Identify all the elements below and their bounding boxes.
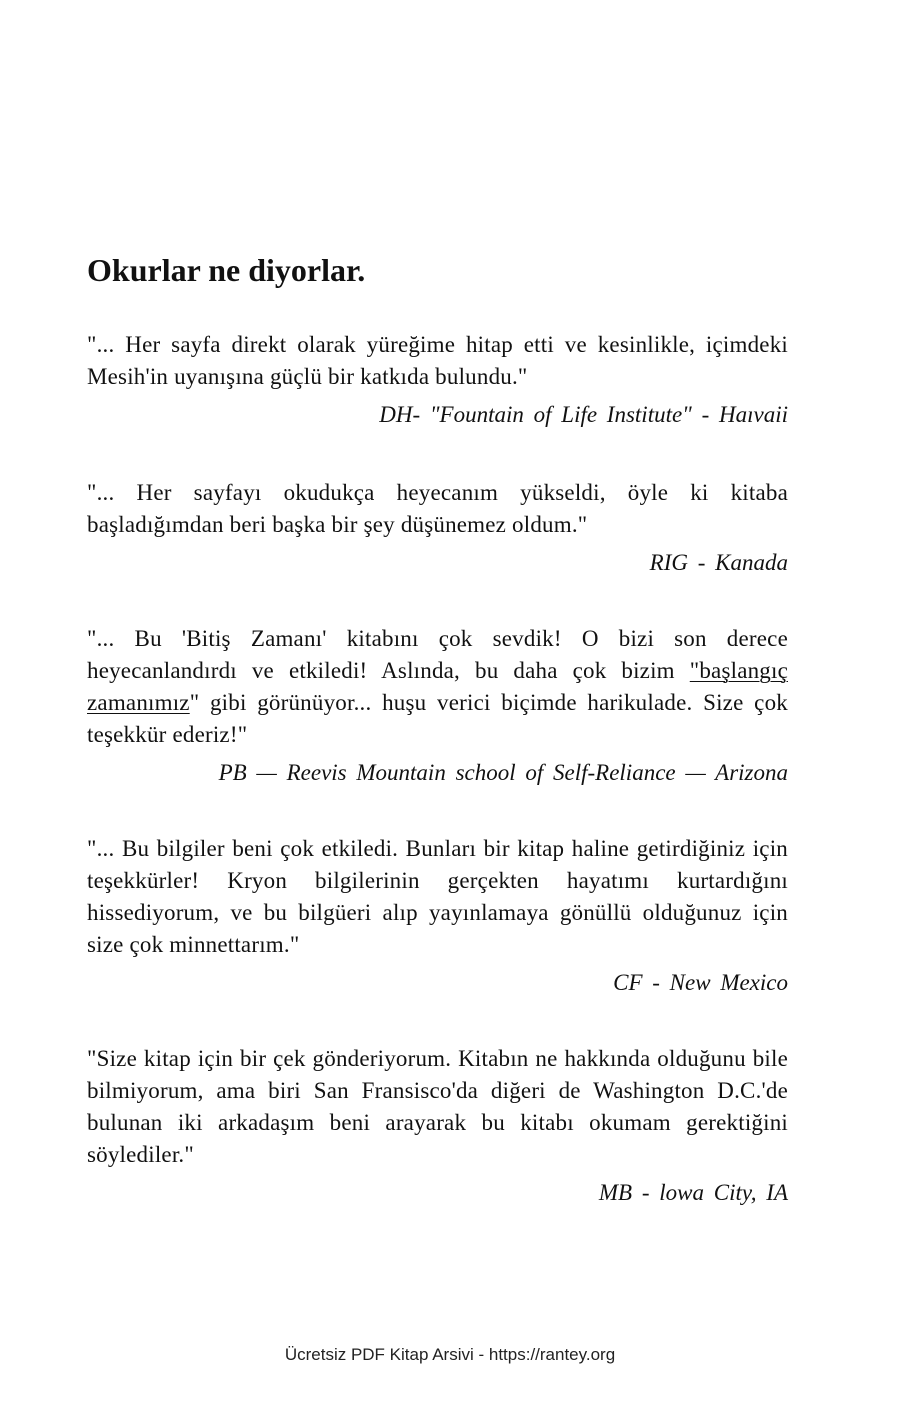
page-title: Okurlar ne diyorlar. <box>87 252 366 288</box>
testimonial-attribution: PB — Reevis Mountain school of Self-Reliance — Arizona <box>218 760 788 785</box>
testimonial-quote <box>87 623 788 751</box>
footer-source-link[interactable]: Ücretsiz PDF Kitap Arsivi - https://rantey.org <box>284 1345 616 1364</box>
testimonial-quote-part: "... Bu 'Bitiş Zamanı' kitabını çok sevdik! O bizi son derece heyecanlandırdı ve etkiledi! Aslında, bu daha çok bizim <box>87 626 788 683</box>
testimonial-attribution: CF - New Mexico <box>613 970 788 995</box>
testimonial-quote: "Size kitap için bir çek gönderiyorum. Kitabın ne hakkında olduğunu bile bilmiyorum, ama biri San Fransisco'da diğeri de Washington D.C.'de bulunan iki arkadaşım beni arayarak bu kitabı okumam gerektiğini söylediler." <box>87 1046 788 1167</box>
testimonial-dh <box>87 329 788 431</box>
testimonial-quote: "... Her sayfa direkt olarak yüreğime hitap etti ve kesinlikle, içimdeki Mesih'in uyanışına güçlü bir katkıda bulundu." <box>87 332 788 389</box>
testimonial-attribution: DH- "Fountain of Life Institute" - Haıvaii <box>379 402 788 427</box>
testimonial-pb <box>87 623 788 789</box>
testimonial-attribution: MB - lowa City, IA <box>598 1180 788 1205</box>
underlined-phrase: "başlangıç zamanımız <box>87 658 788 715</box>
testimonial-quote: "... Her sayfayı okudukça heyecanım yükseldi, öyle ki kitaba başladığımdan beri başka bir şey düşünemez oldum." <box>87 480 788 537</box>
testimonial-cf <box>87 833 788 999</box>
testimonial-attribution: RIG - Kanada <box>649 550 788 575</box>
testimonial-quote: "... Bu bilgiler beni çok etkiledi. Bunları bir kitap haline getirdiğiniz için teşekkürler! Kryon bilgilerinin gerçekten hayatımı kurtardığını hissediyorum, ve bu bilgüeri alıp yayınlamaya gönüllü olduğunuz için size çok minnettarım." <box>87 836 788 957</box>
testimonial-quote-part: " gibi görünüyor... huşu verici biçimde harikulade. Size çok teşekkür ederiz!" <box>87 690 788 747</box>
testimonial-rig <box>87 477 788 579</box>
testimonial-mb <box>87 1043 788 1209</box>
